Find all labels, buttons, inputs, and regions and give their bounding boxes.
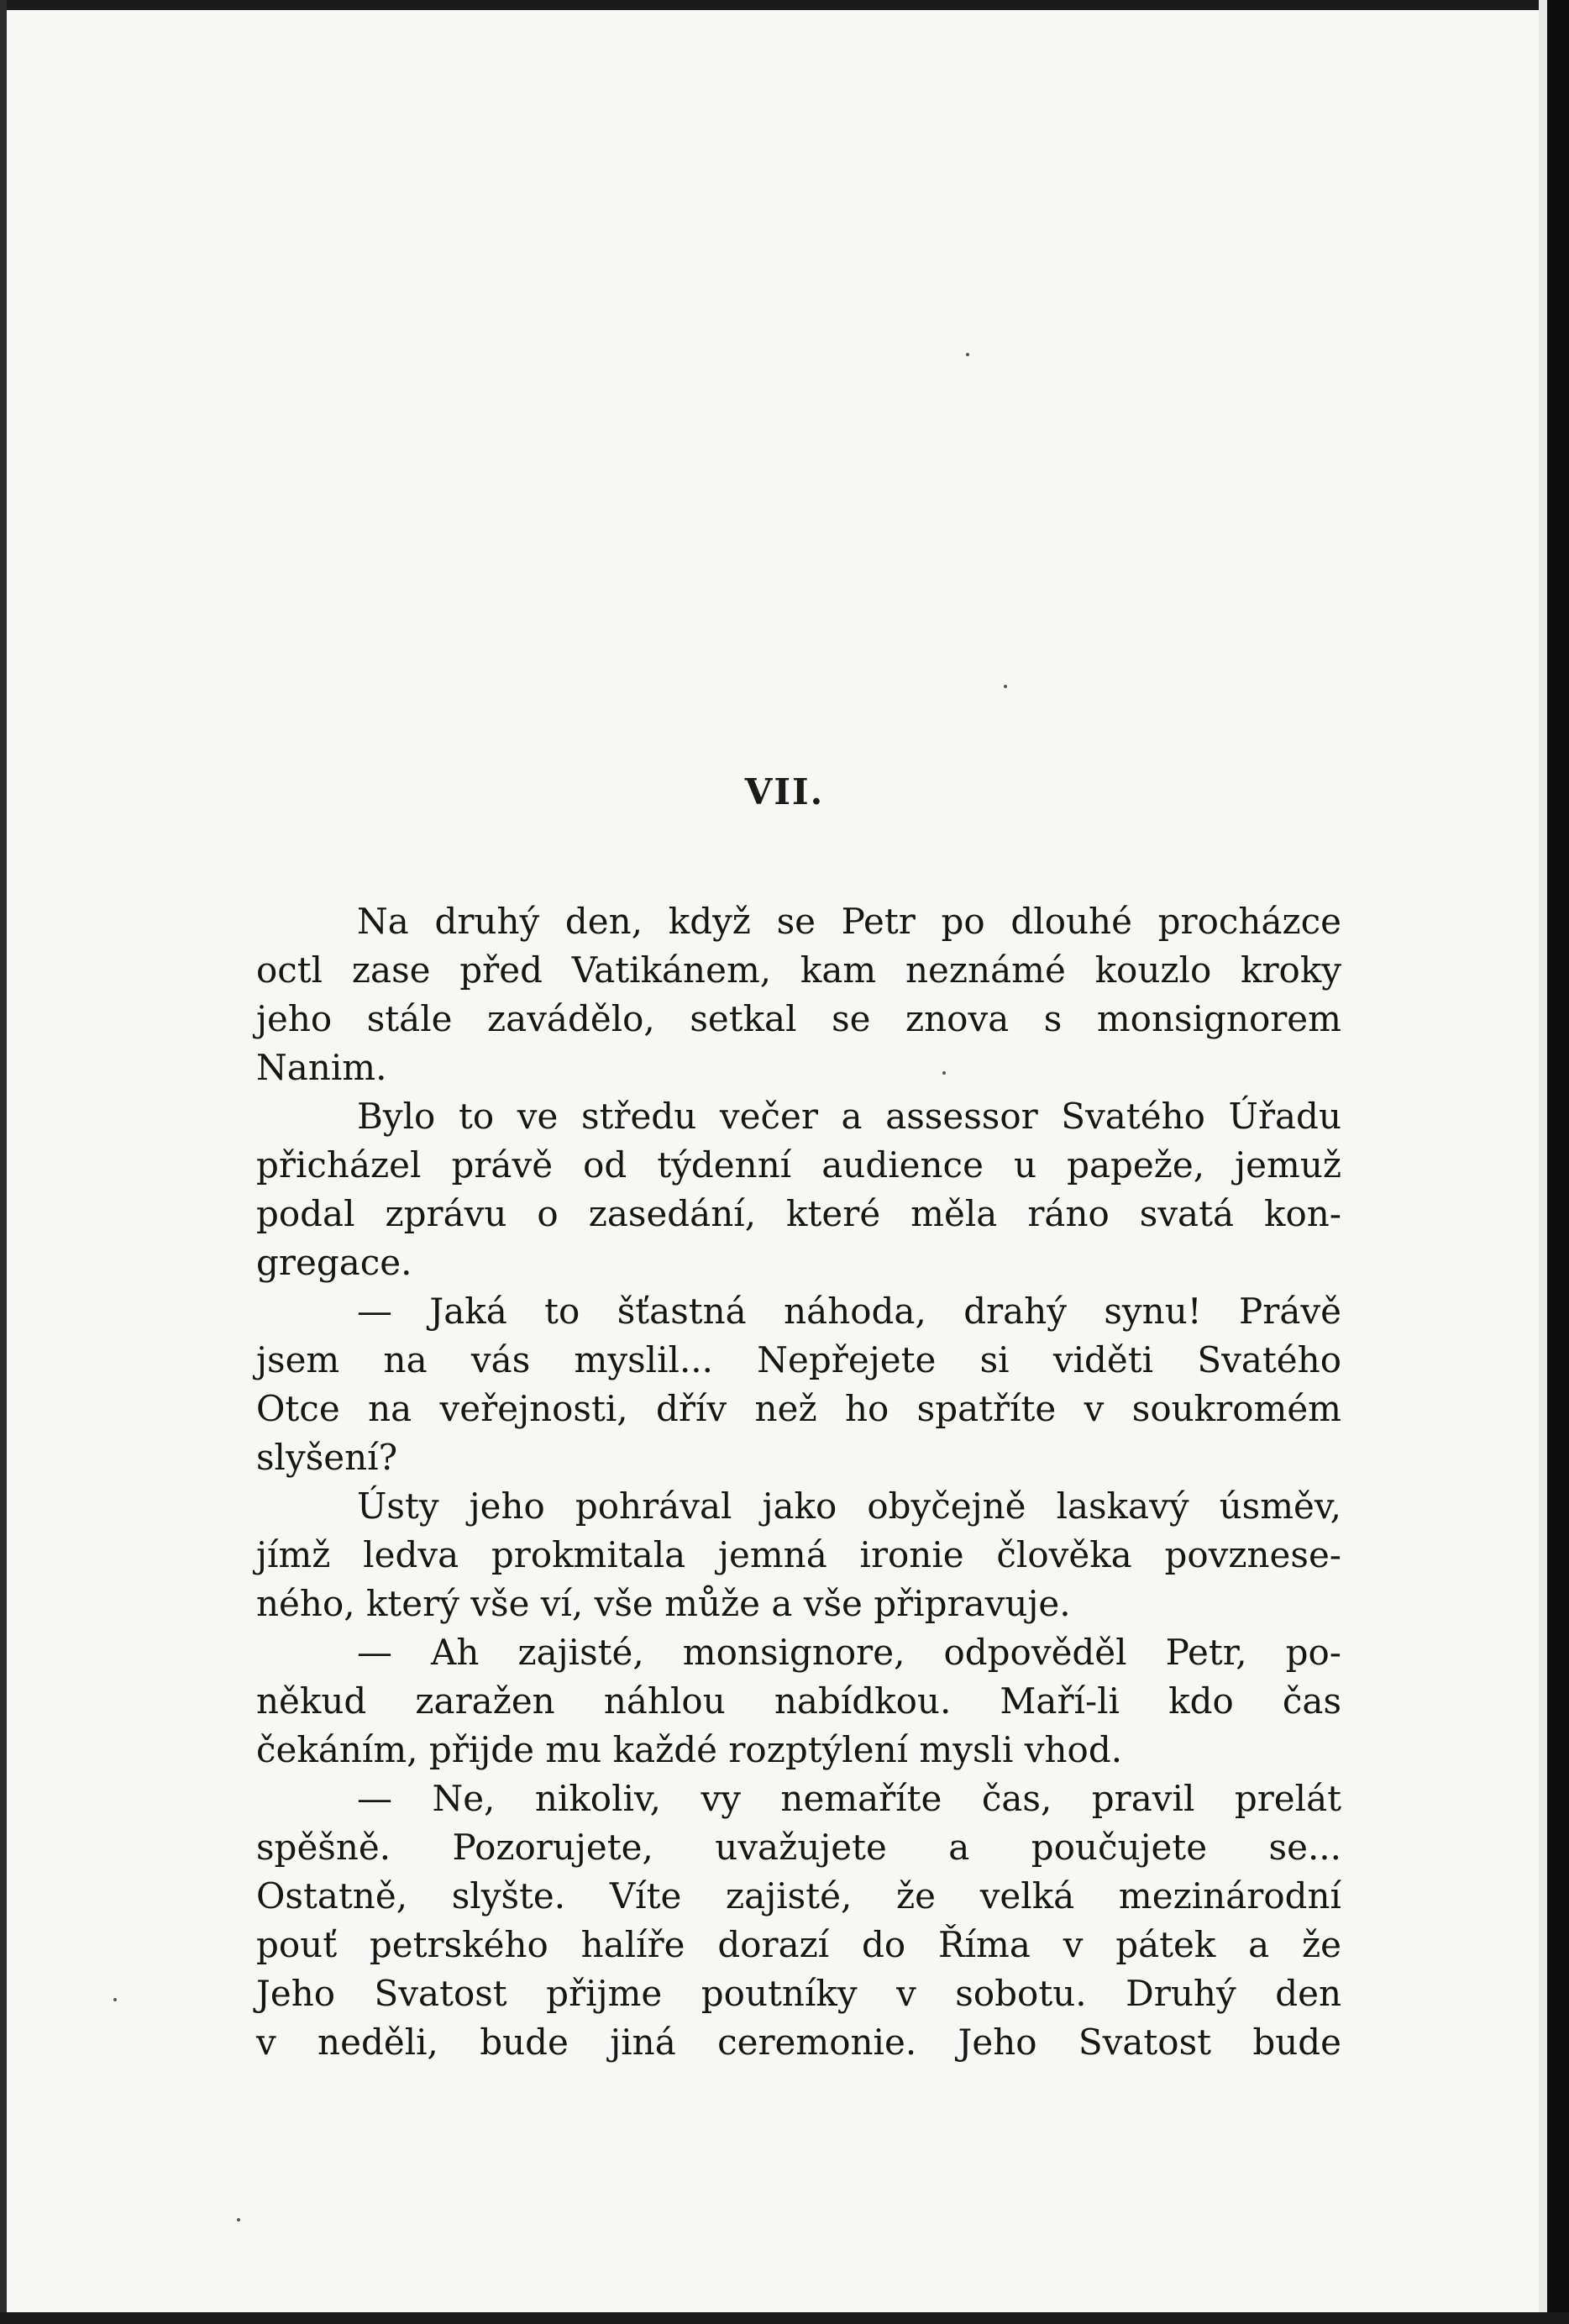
scan-right-edge	[1547, 0, 1569, 2324]
text-line: podal zprávu o zasedání, které měla ráno svatá kon-	[256, 1193, 1341, 1234]
scan-left-edge	[0, 0, 7, 2324]
text-line: octl zase před Vatikánem, kam neznámé kouzlo kroky	[256, 949, 1341, 991]
text-line: Ostatně, slyšte. Víte zajisté, že velká mezinárodní	[256, 1875, 1341, 1917]
text-line: slyšení?	[256, 1437, 398, 1478]
paragraph-5	[256, 1628, 1341, 1775]
text-line: někud zaražen náhlou nabídkou. Maří-li kdo čas	[256, 1680, 1341, 1722]
text-line: Bylo to ve středu večer a assessor Svatého Úřadu	[357, 1096, 1341, 1137]
paragraph-3	[256, 1287, 1341, 1482]
scan-speck	[1004, 685, 1007, 688]
body-text	[256, 897, 1341, 2067]
scan-top-edge	[0, 0, 1569, 10]
scan-speck	[113, 1998, 117, 2001]
text-line: — Ne, nikoliv, vy nemaříte čas, pravil prelát	[357, 1778, 1341, 1819]
text-line: Otce na veřejnosti, dřív než ho spatříte v soukromém	[256, 1388, 1341, 1429]
chapter-title: VII.	[744, 771, 825, 812]
text-line: Jeho Svatost přijme poutníky v sobotu. Druhý den	[256, 1973, 1341, 2014]
paragraph-4	[256, 1482, 1341, 1628]
text-line: — Ah zajisté, monsignore, odpověděl Petr, po-	[357, 1632, 1341, 1673]
text-line: jsem na vás myslil... Nepřejete si viděti Svatého	[256, 1339, 1341, 1380]
paragraph-6	[256, 1775, 1341, 2067]
text-line: Ústy jeho pohrával jako obyčejně laskavý úsměv,	[357, 1485, 1341, 1527]
scan-speck	[966, 353, 969, 356]
text-line: přicházel právě od týdenní audience u papeže, jemuž	[256, 1144, 1341, 1186]
scan-bottom-edge	[0, 2312, 1569, 2324]
text-line: pouť petrského halíře dorazí do Říma v pátek a že	[256, 1924, 1341, 1965]
scan-speck	[237, 2218, 240, 2221]
scan-gutter	[1539, 0, 1547, 2324]
text-line: Nanim.	[256, 1047, 387, 1088]
text-line: jeho stále zavádělo, setkal se znova s monsignorem	[256, 998, 1341, 1039]
paragraph-1	[256, 897, 1341, 1092]
text-line: gregace.	[256, 1242, 412, 1283]
text-line: spěšně. Pozorujete, uvažujete a poučujete se...	[256, 1827, 1341, 1868]
paragraph-2	[256, 1092, 1341, 1287]
text-line: — Jaká to šťastná náhoda, drahý synu! Právě	[357, 1291, 1341, 1332]
text-line: jímž ledva prokmitala jemná ironie člověka povznese-	[256, 1534, 1341, 1575]
text-line: Na druhý den, když se Petr po dlouhé procházce	[357, 901, 1341, 942]
text-line: čekáním, přijde mu každé rozptýlení mysli vhod.	[256, 1729, 1123, 1770]
text-line: v neděli, bude jiná ceremonie. Jeho Svatost bude	[256, 2022, 1341, 2063]
text-line: ného, který vše ví, vše může a vše připravuje.	[256, 1583, 1071, 1624]
